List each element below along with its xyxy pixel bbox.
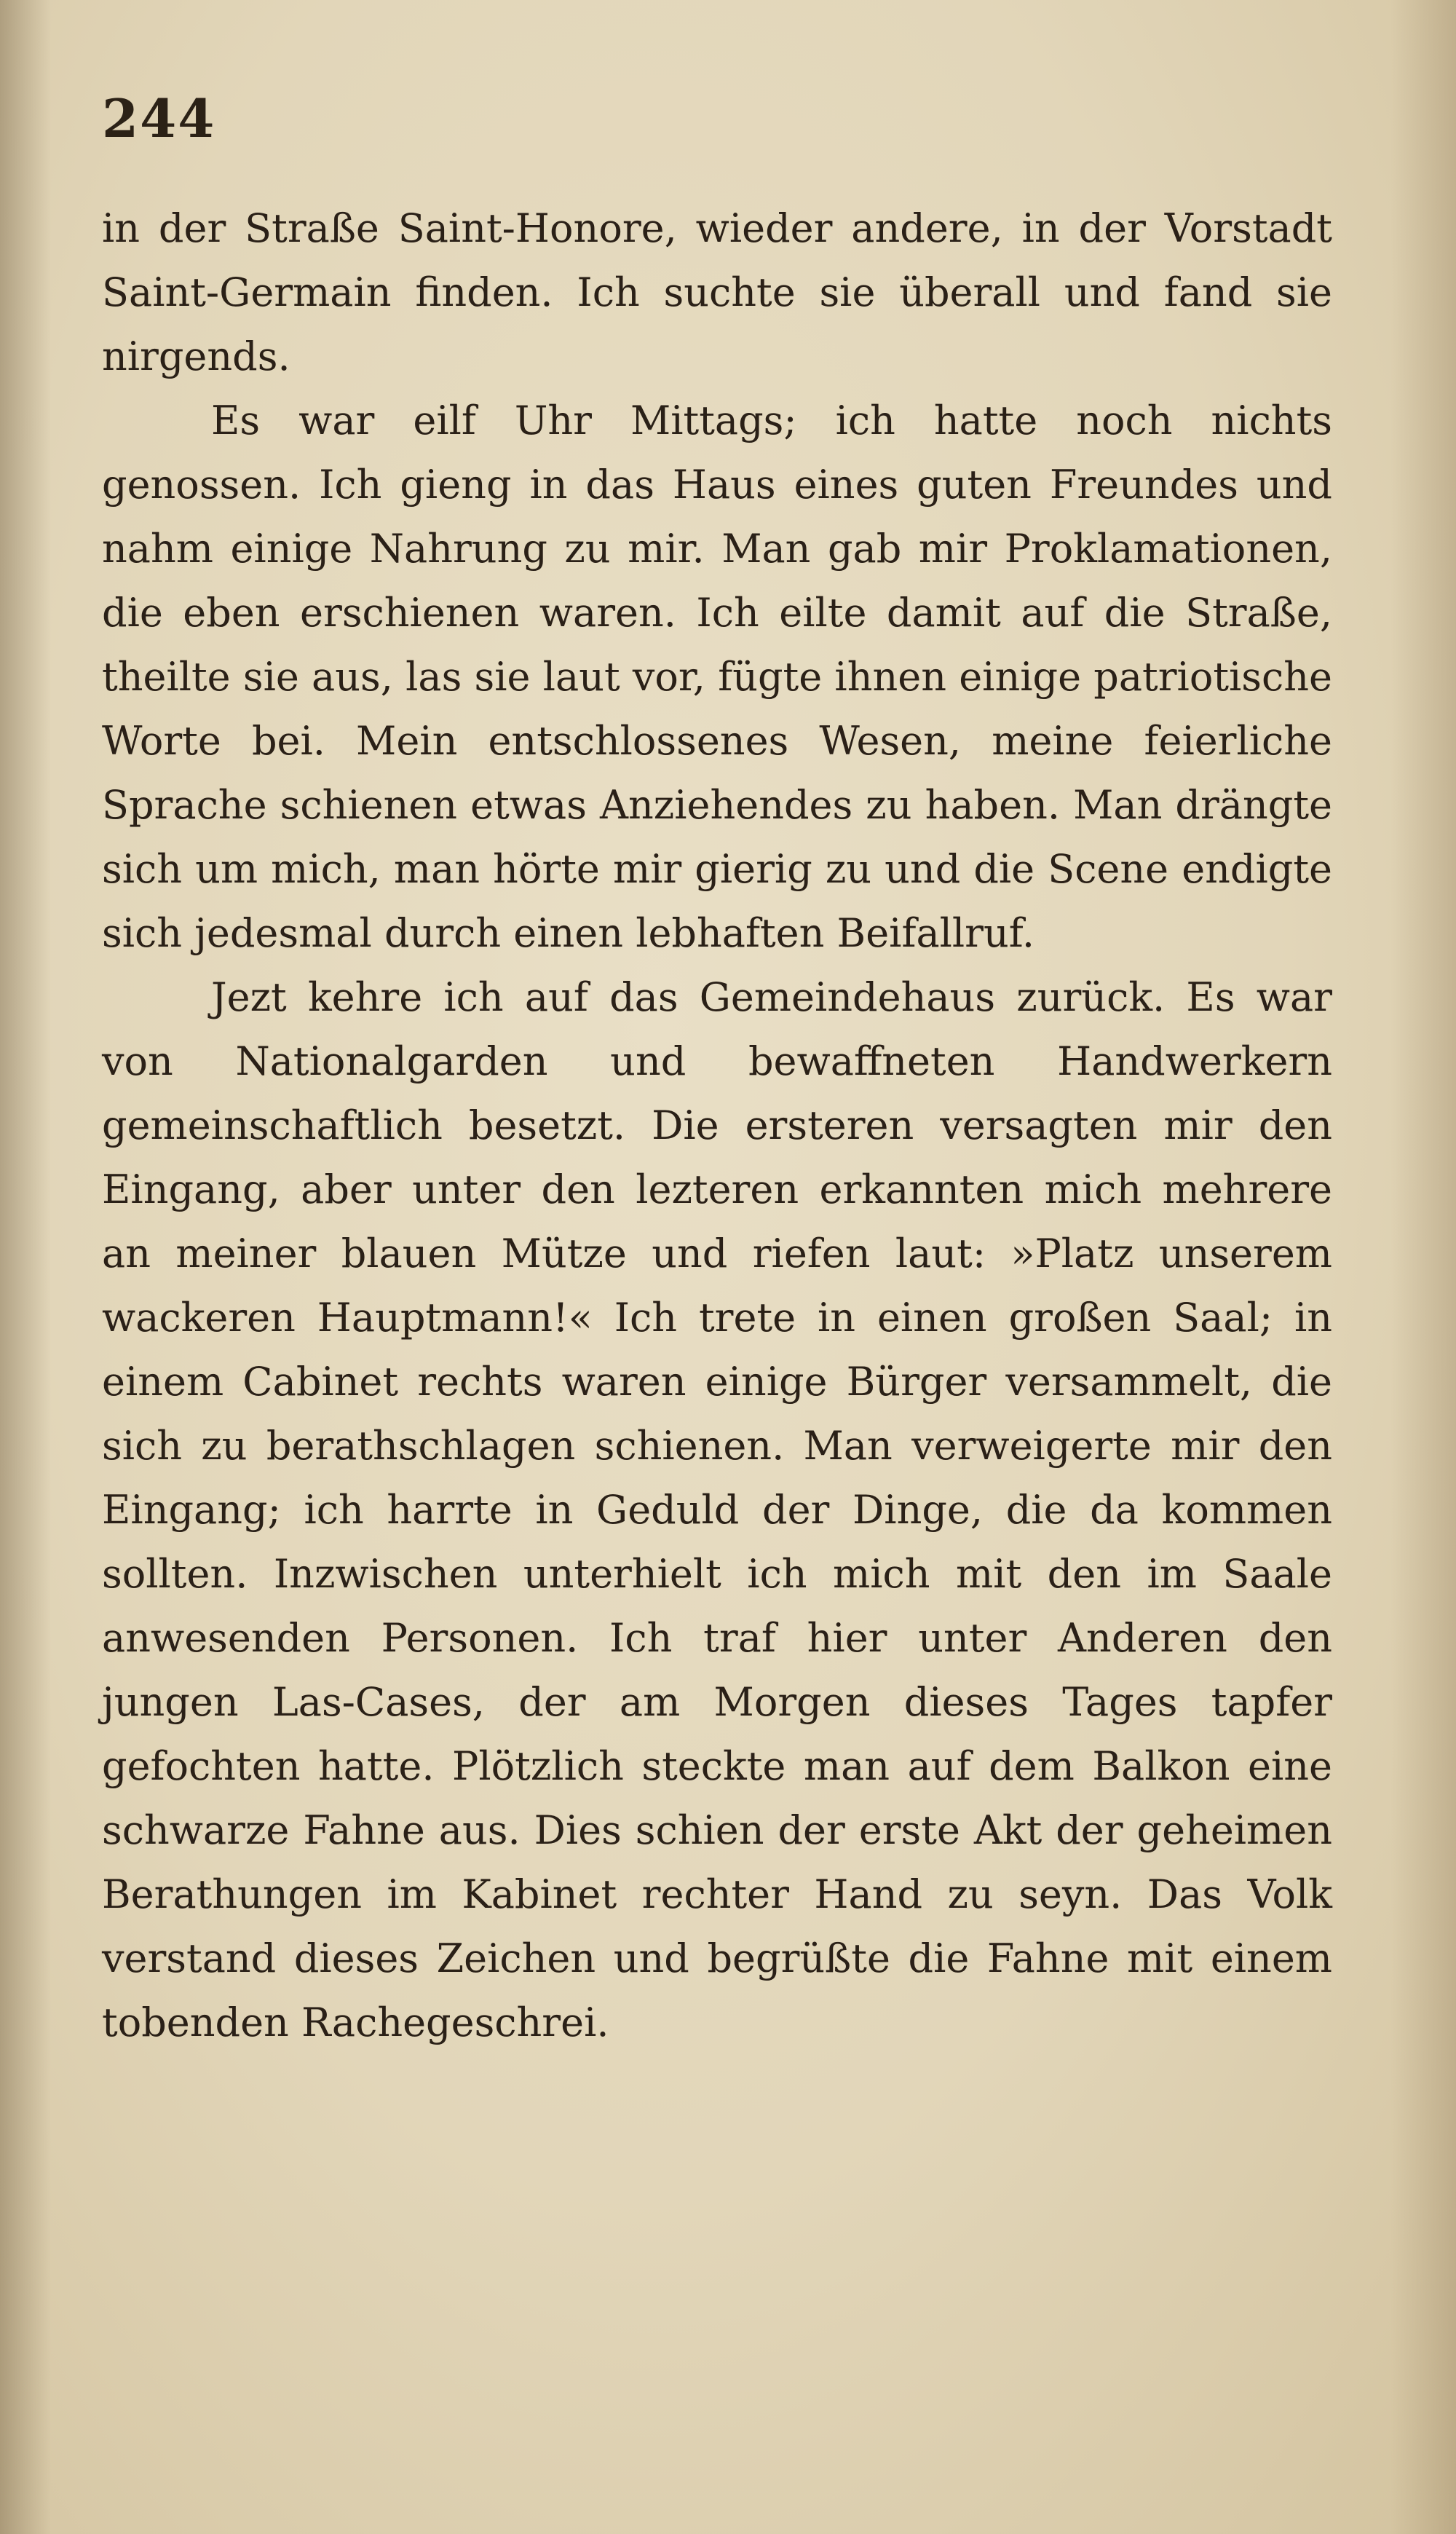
page-number: 244 bbox=[102, 87, 216, 149]
paragraph-continuation: in der Straße Saint-Honore, wieder andere, in der Vorstadt Saint-Germain finden. Ich suchte sie überall und fand sie nirgends. bbox=[102, 205, 1332, 379]
paragraph-town-hall: Jezt kehre ich auf das Gemeindehaus zurück. Es war von Nationalgarden und bewaffneten Handwerkern gemeinschaftlich besetzt. Die ersteren versagten mir den Eingang, aber unter den lezteren erkannten mich mehrere an meiner blauen Mütze und riefen laut: »Platz unserem wackeren Hauptmann!« Ich trete in einen großen Saal; in einem Cabinet rechts waren einige Bürger versammelt, die sich zu berathschlagen schienen. Man verweigerte mir den Eingang; ich harrte in Geduld der Dinge, die da kommen sollten. Inzwischen unterhielt ich mich mit den im Saale anwesenden Personen. Ich traf hier unter Anderen den jungen Las-Cases, der am Morgen dieses Tages tapfer gefochten hatte. Plötzlich steckte man auf dem Balkon eine schwarze Fahne aus. Dies schien der erste Akt der geheimen Berathungen im Kabinet rechter Hand zu seyn. Das Volk verstand dieses Zeichen und begrüßte die Fahne mit einem tobenden Rachegeschrei. bbox=[102, 974, 1332, 2045]
body-text bbox=[102, 197, 1332, 2055]
paragraph-noon: Es war eilf Uhr Mittags; ich hatte noch nichts genossen. Ich gieng in das Haus eines guten Freundes und nahm einige Nahrung zu mir. Man gab mir Proklamationen, die eben erschienen waren. Ich eilte damit auf die Straße, theilte sie aus, las sie laut vor, fügte ihnen einige patriotische Worte bei. Mein entschlossenes Wesen, meine feierliche Sprache schienen etwas Anziehendes zu haben. Man drängte sich um mich, man hörte mir gierig zu und die Scene endigte sich jedesmal durch einen lebhaften Beifallruf. bbox=[102, 398, 1332, 956]
gutter-shadow bbox=[0, 0, 51, 2534]
page-edge-shadow bbox=[1390, 0, 1456, 2534]
